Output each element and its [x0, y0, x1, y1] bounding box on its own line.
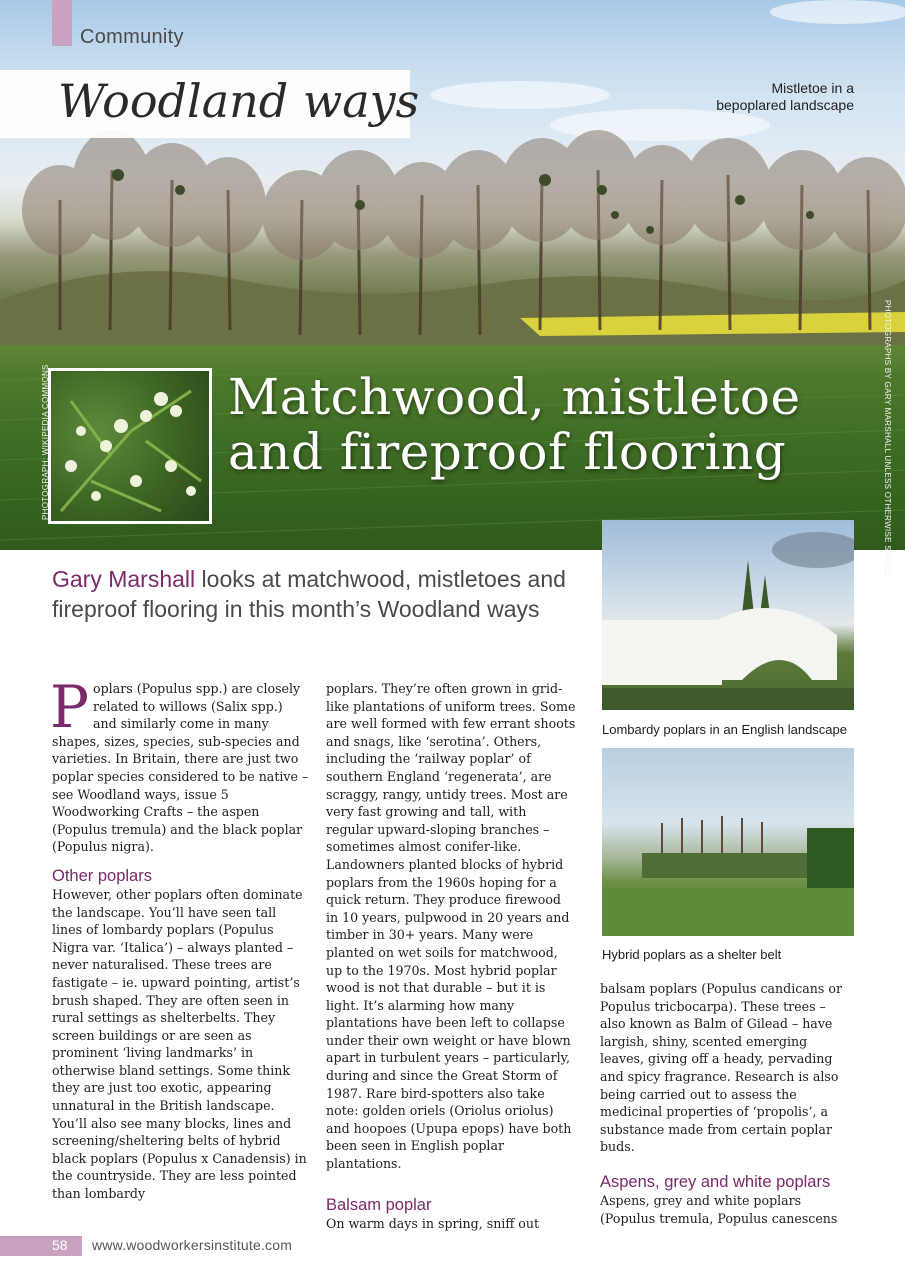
body-column-1: [50, 673, 310, 1203]
photo-caption-hybrid: Hybrid poplars as a shelter belt: [602, 947, 782, 962]
bridge-illustration: [602, 520, 854, 710]
photo-credit-right: PHOTOGRAPHS BY GARY MARSHALL UNLESS OTHERWISE STATED: [883, 300, 892, 578]
headline-line-1: Matchwood, mistletoe: [228, 368, 801, 426]
lombardy-poplars-photo: [602, 520, 854, 710]
subheading-aspens: Aspens, grey and white poplars: [600, 1172, 831, 1191]
subheading-balsam-poplar: Balsam poplar: [326, 1195, 432, 1214]
section-label: Community: [80, 26, 184, 48]
author-name: Gary Marshall: [52, 566, 196, 592]
mistletoe-berries-illustration: [51, 371, 209, 521]
headline-line-2: and fireproof flooring: [228, 423, 787, 481]
shelter-belt-illustration: [602, 748, 854, 936]
intro-paragraph: [50, 673, 310, 856]
other-poplars-text-a: However, other poplars often dominate the landscape. You’ll have seen tall lines of lombardy poplars (Populus Nigra var. ‘Italica’) – always planted – never naturalised. These trees are fastigate – ie. upward pointing, artist’s brush shaped. They are often seen in rural settings as shelterbelts. They screen buildings or are seen as prominent ‘living landmarks’ in otherwise bland settings. Some think they are just too exotic, appearing unnatural in the British landscape. You’ll also see many blocks, lines and screening/sheltering belts of hybrid black poplars (Populus x Canadensis) in the countryside. They are less pointed than lombardy: [52, 886, 307, 1202]
balsam-text-a: On warm days in spring, sniff out: [326, 1215, 540, 1231]
photo-credit-left: PHOTOGRAPH: WIKIPEDIA COMMONS: [41, 364, 50, 520]
hero-caption: Mistletoe in a bepoplared landscape: [716, 80, 854, 113]
footer-page-bar: [0, 1236, 82, 1256]
body-column-3: [600, 980, 854, 1227]
drop-cap: P: [50, 673, 90, 741]
footer-url[interactable]: www.woodworkersinstitute.com: [92, 1237, 293, 1253]
photo-caption-lombardy: Lombardy poplars in an English landscape: [602, 722, 847, 737]
body-column-2: [326, 680, 576, 1232]
balsam-text-b: balsam poplars (Populus candicans or Populus tricbocarpa). These trees – also known as Balm of Gilead – have largish, shiny, scented emerging leaves, giving off a heady, pervading and spicy fragrance. Research is also being carried out to assess the medicinal properties of ‘propolis’, a substance made from certain poplar buds.: [600, 981, 842, 1155]
other-poplars-text-b: poplars. They’re often grown in grid-like plantations of uniform trees. Some are well formed with few errant shoots and snags, like ‘serotina’. Others, including the ‘railway poplar’ of southern England ‘regenerata’, are scraggy, rangy, untidy trees. Most are very fast growing and tall, with regular upward-sloping branches – sometimes almost conifer-like. Landowners planted blocks of hybrid poplars from the 1960s hoping for a quick return. They produce firewood in 10 years, pulpwood in 20 years and timber in 30+ years. Many were planted on wet soils for matchwood, up to the 1970s. Most hybrid poplar wood is not that durable – but it is light. It’s alarming how many plantations have been left to collapse under their own weight or have blown apart in turbulent years – particularly, during and since the Great Storm of 1987. Rare bird-spotters also take note: golden oriels (Oriolus oriolus) and hoopoes (Upupa epops) have both been seen in English poplar plantations.: [326, 681, 576, 1172]
intro-text: oplars (Populus spp.) are closely related to willows (Salix spp.) and similarly come in many shapes, sizes, species, sub-species and varieties. In Britain, there are just two poplar species considered to be native – see Woodland ways, issue 5 Woodworking Crafts – the aspen (Populus tremula) and the black poplar (Populus nigra).: [52, 681, 309, 855]
hybrid-poplars-photo: [602, 748, 854, 936]
section-tab-marker: [52, 0, 72, 46]
headline: [228, 370, 801, 480]
mistletoe-inset-photo: [48, 368, 212, 524]
subheading-other-poplars: Other poplars: [52, 866, 152, 885]
aspens-text: Aspens, grey and white poplars (Populus tremula, Populus canescens: [600, 1192, 838, 1226]
page-number: 58: [52, 1237, 68, 1253]
standfirst-text: looks at matchwood, mistletoes and fireproof flooring in this month’s Woodland ways: [52, 566, 566, 622]
standfirst: [52, 564, 572, 624]
series-title: Woodland ways: [58, 74, 420, 128]
